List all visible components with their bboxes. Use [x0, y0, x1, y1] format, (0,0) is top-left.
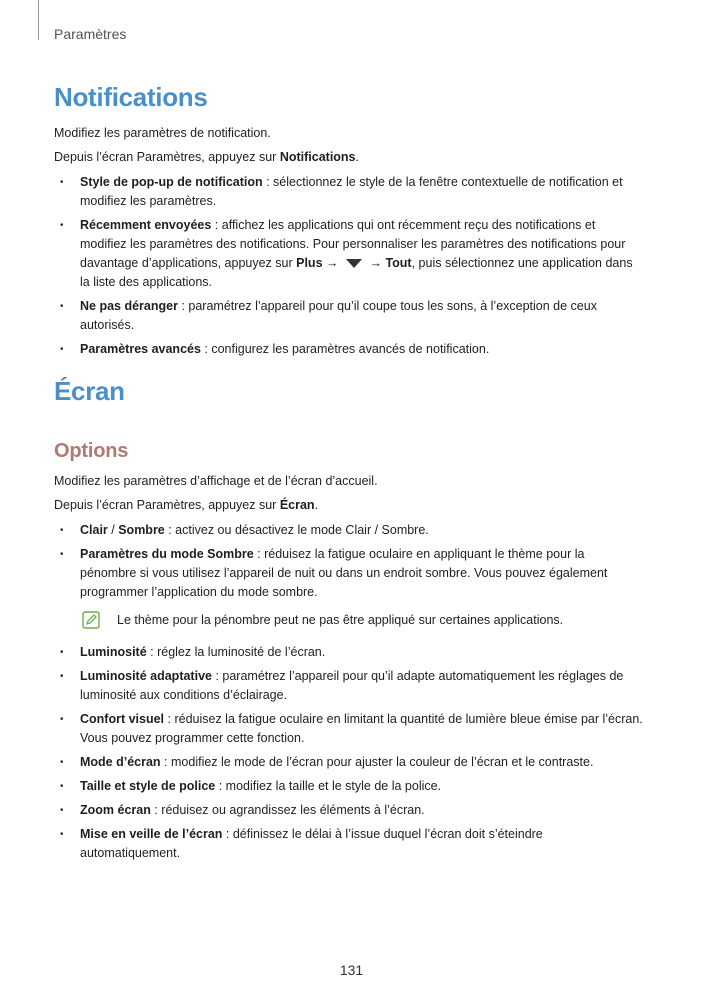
notifications-path: Depuis l’écran Paramètres, appuyez sur Notifications. — [54, 150, 359, 164]
notifications-path-target: Notifications — [279, 150, 356, 164]
subsection-title-options: Options — [54, 440, 129, 462]
header-rule — [38, 0, 39, 40]
list-item: • Mode d’écran : modifiez le mode de l’écran pour ajuster la couleur de l’écran et le contraste. — [54, 753, 644, 772]
list-item: • Paramètres avancés : configurez les paramètres avancés de notification. — [54, 340, 644, 359]
note-text: Le thème pour la pénombre peut ne pas être appliqué sur certaines applications. — [117, 613, 564, 627]
list-item: • Taille et style de police : modifiez la taille et le style de la police. — [54, 777, 644, 796]
notifications-intro: Modifiez les paramètres de notification. — [54, 126, 271, 140]
list-item: • Confort visuel : réduisez la fatigue oculaire en limitant la quantité de lumière bleue émise par l’écran. Vous pouvez programmer cette fonction. — [54, 710, 644, 748]
ecran-list-b — [54, 643, 644, 868]
list-item: • Mise en veille de l’écran : définissez le délai à l’issue duquel l’écran doit s’éteindre automatiquement. — [54, 825, 644, 863]
ecran-intro: Modifiez les paramètres d’affichage et de l’écran d’accueil. — [54, 474, 378, 488]
ecran-path: Depuis l’écran Paramètres, appuyez sur Écran. — [54, 498, 319, 512]
list-item: • Ne pas déranger : paramétrez l’appareil pour qu’il coupe tous les sons, à l’exception de ceux autorisés. — [54, 297, 644, 335]
running-header: Paramètres — [54, 26, 127, 42]
list-item: • Luminosité : réglez la luminosité de l’écran. — [54, 643, 644, 662]
note-pencil-icon — [82, 611, 100, 629]
down-triangle-icon — [346, 259, 362, 268]
page-number: 131 — [339, 962, 364, 978]
list-item: • Paramètres du mode Sombre : réduisez la fatigue oculaire en appliquant le thème pour la pénombre si vous utilisez l’appareil de nuit ou dans un endroit sombre. Vous pouvez également programmer l’application du mode sombre. — [54, 545, 644, 602]
list-item: • Luminosité adaptative : paramétrez l’appareil pour qu’il adapte automatiquement les réglages de luminosité aux conditions d’éclairage. — [54, 667, 644, 705]
list-item: • Zoom écran : réduisez ou agrandissez les éléments à l’écran. — [54, 801, 644, 820]
section-title-ecran: Écran — [54, 376, 125, 406]
section-title-notifications: Notifications — [54, 82, 208, 112]
list-item: • Clair / Sombre : activez ou désactivez le mode Clair / Sombre. — [54, 521, 644, 540]
list-item: • Style de pop-up de notification : sélectionnez le style de la fenêtre contextuelle de notification et modifiez les paramètres. — [54, 173, 644, 211]
ecran-list-a — [54, 521, 644, 607]
ecran-path-target: Écran — [279, 498, 315, 512]
notifications-list — [54, 173, 644, 364]
list-item: • Récemment envoyées : affichez les applications qui ont récemment reçu des notifications et modifiez les paramètres des notifications. Pour personnaliser les paramètres des notifications pour davantage d’applications, appuyez sur Plus → → Tout, puis sélectionnez une application dans la liste des applications. — [54, 216, 644, 292]
